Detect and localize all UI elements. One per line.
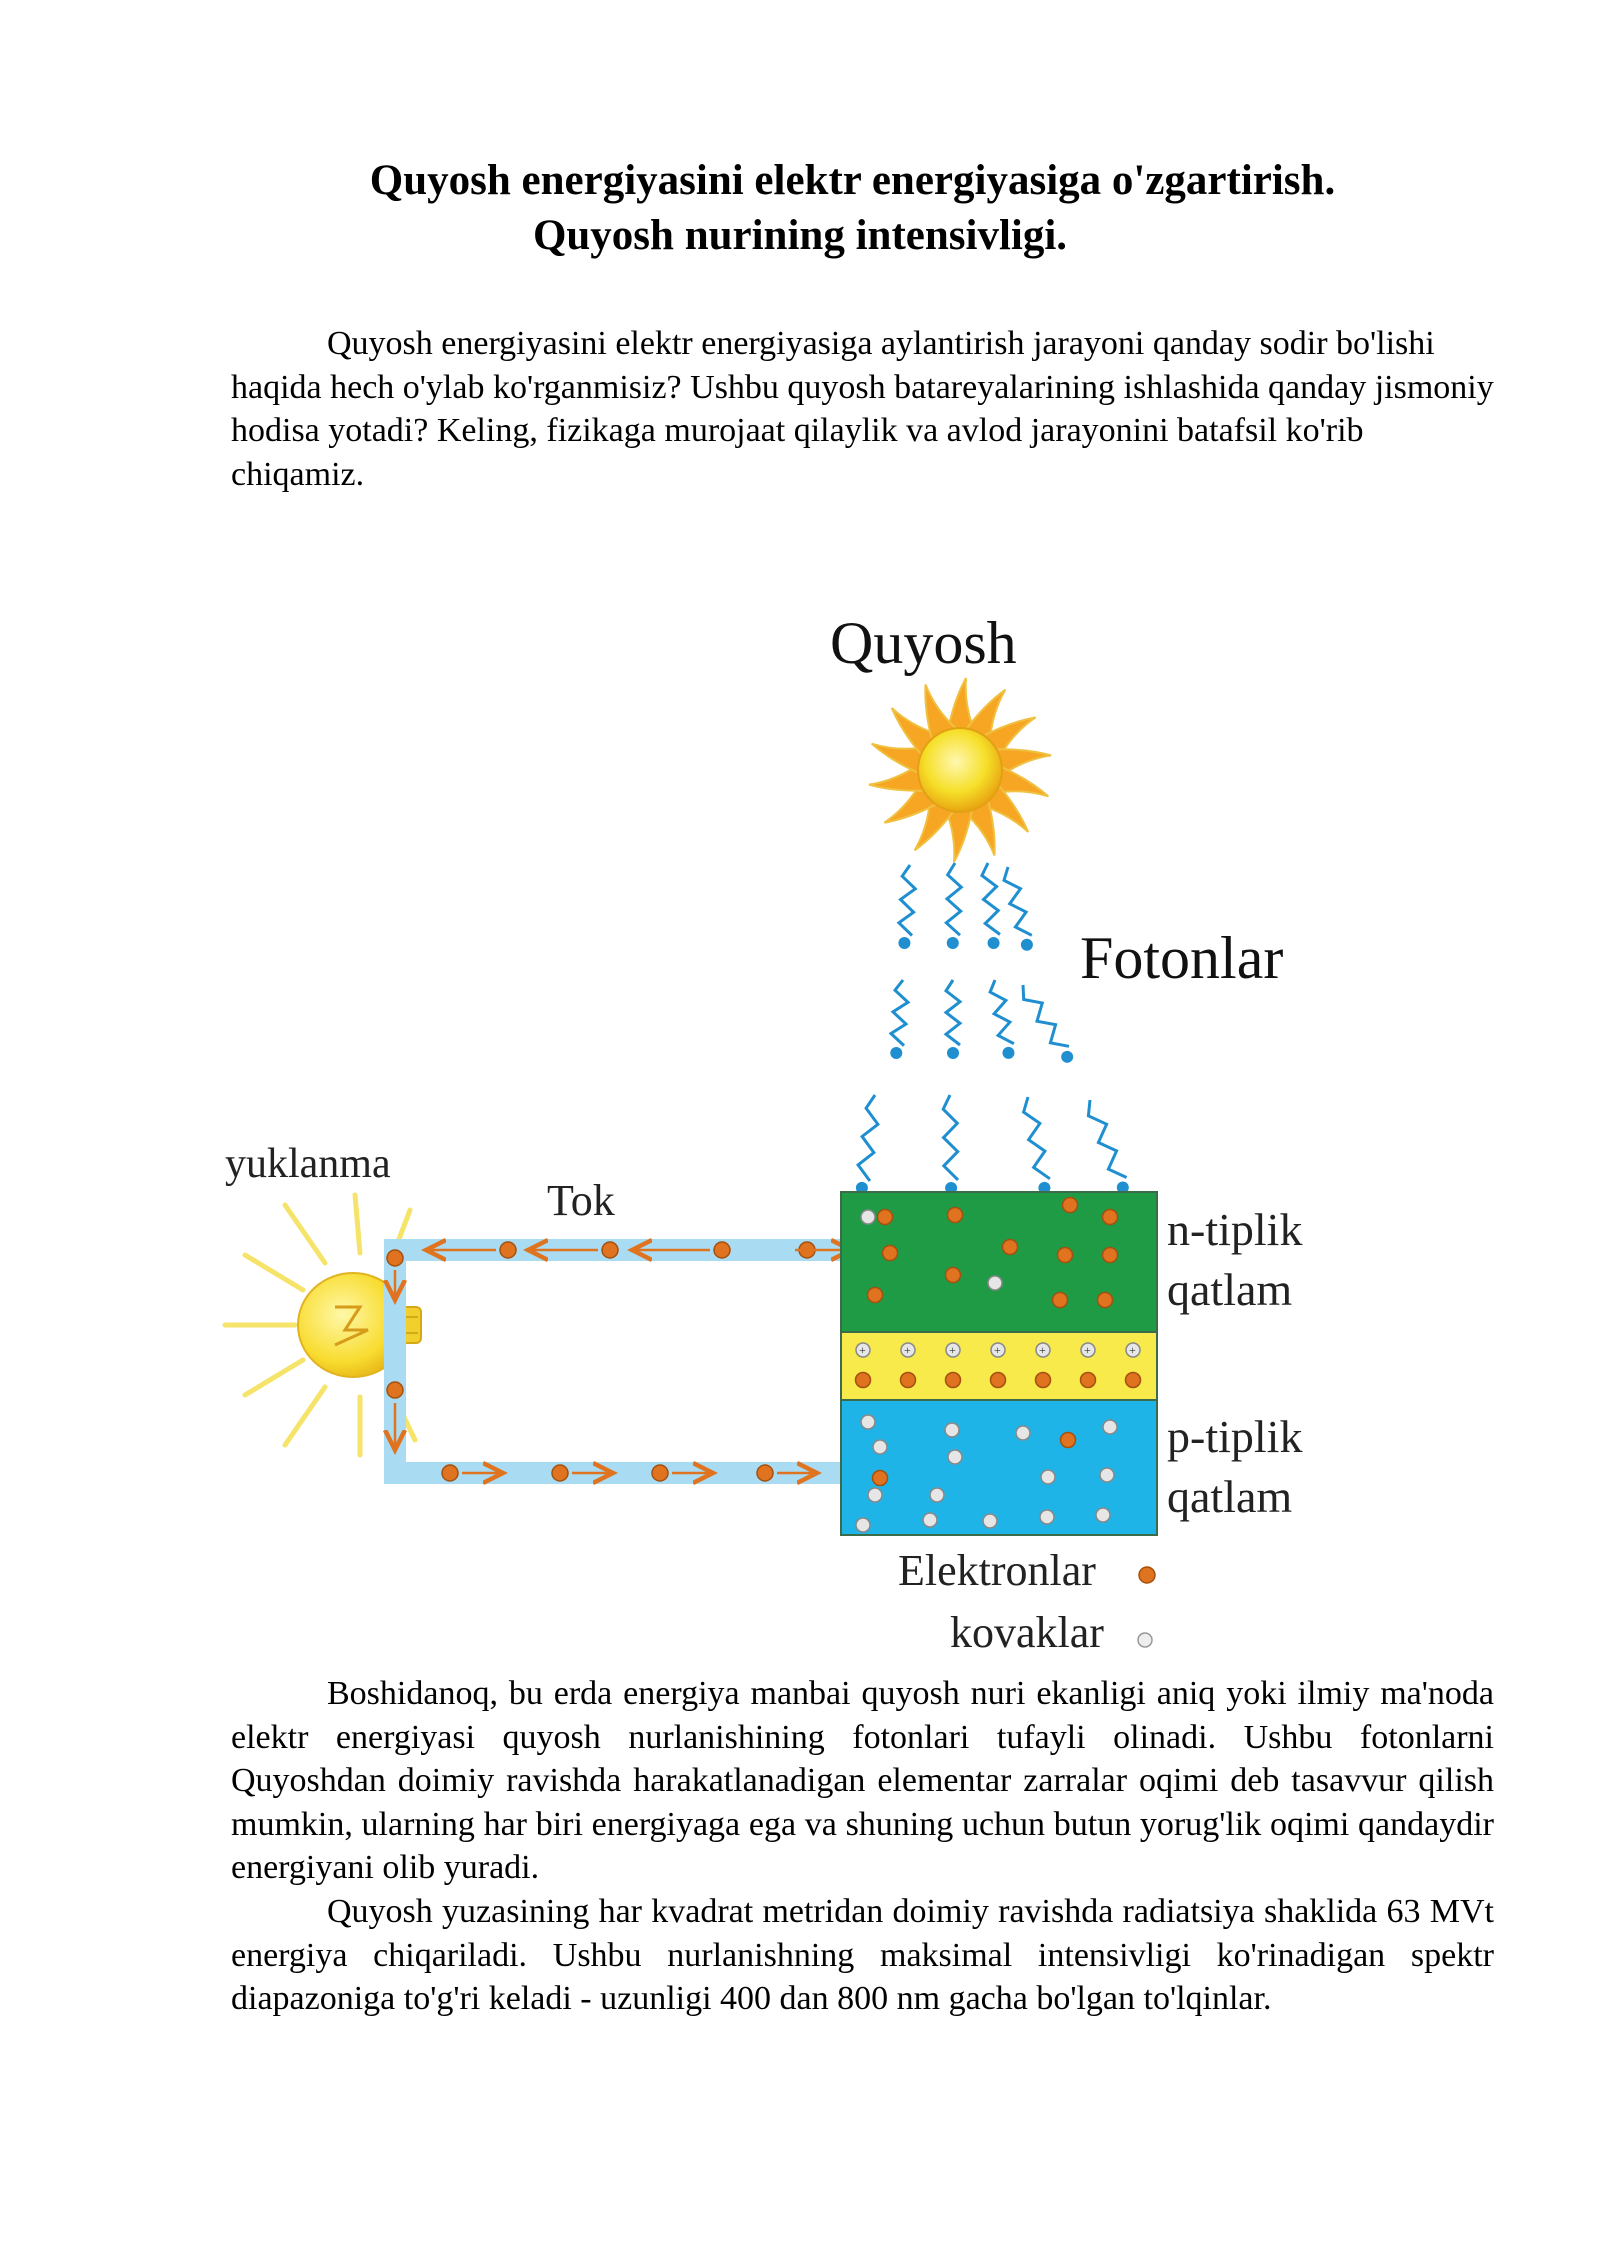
electron-dot [387,1250,403,1266]
plus-sign: + [949,1343,956,1357]
hole-dot [1016,1426,1030,1440]
electron-dot [948,1208,963,1223]
page-title-line2: Quyosh nurining intensivligi. [532,212,1068,259]
hole-legend-dot [1138,1633,1152,1647]
hole-dot [988,1276,1002,1290]
plus-sign: + [859,1343,866,1357]
p-layer-label-line2: qatlam [1167,1471,1293,1522]
photon-wave [982,863,1000,935]
electron-dot [946,1268,961,1283]
electron-dot [1003,1240,1018,1255]
electron-dot [500,1242,516,1258]
electron-dot [1126,1373,1141,1388]
photon-wave [899,865,915,936]
hole-dot [868,1488,882,1502]
electron-dot [873,1471,888,1486]
n-layer-label-line1: n-tiplik [1167,1204,1303,1255]
electron-dot [1061,1433,1076,1448]
hole-dot [1096,1508,1110,1522]
sun-ray [946,810,972,862]
solar-cell-diagram [185,595,1455,1675]
hole-dot [861,1210,875,1224]
photon-dot [947,937,959,949]
photon-dot [947,1047,959,1059]
current-label: Tok [547,1176,615,1225]
photon-dot [1061,1051,1073,1063]
hole-dot [861,1415,875,1429]
photon-wave [946,980,960,1045]
sun-icon [867,678,1053,862]
circuit-wire [395,1250,841,1473]
body-text-1: Boshidanoq, bu erda energiya manbai quyosh nuri ekanligi aniq yoki ilmiy ma'noda elektr energiyasi quyosh nurlanishining fotonlari tufayli olinadi. Ushbu fotonlarni Quyoshdan doimiy ravishda harakatlanadigan elementar zarralar oqimi deb tasavvur qilish mumkin, ularning har biri energiyaga ega va shuning uchun butun yorug'lik oqimi qandaydir energiyani olib yuradi. [231,1675,1494,1886]
photon-dot [1002,1047,1014,1059]
photon-wave [1023,985,1069,1046]
photon-wave [1004,867,1032,935]
electron-dot [1036,1373,1051,1388]
electron-dot [602,1242,618,1258]
electron-legend-dot [1139,1567,1155,1583]
load-label: yuklanma [225,1141,391,1187]
hole-dot [1100,1468,1114,1482]
electron-dot [878,1210,893,1225]
electron-dot [1058,1248,1073,1263]
current-flow-electrons [387,1242,851,1481]
photon-wave [943,1095,958,1180]
photon-wave [946,863,961,935]
intro-text: Quyosh energiyasini elektr energiyasiga aylantirish jarayoni qanday sodir bo'lishi haqida hech o'ylab ko'rganmisiz? Ushbu quyosh batareyalarining ishlashida qanday jismoniy hodisa yotadi? Keling, fizikaga murojaat qilaylik va avlod jarayonini batafsil ko'rib chiqamiz. [231,325,1494,493]
hole-dot [983,1514,997,1528]
photon-wave [891,980,908,1046]
body-paragraph-2 [231,1890,1494,2021]
p-layer-label-line1: p-tiplik [1167,1411,1303,1462]
n-layer-label-line2: qatlam [1167,1264,1293,1315]
electron-dot [552,1465,568,1481]
hole-dot [948,1450,962,1464]
photon-dot [890,1047,902,1059]
electron-dot [652,1465,668,1481]
electron-dot [387,1382,403,1398]
hole-dot [856,1518,870,1532]
electron-dot [1103,1248,1118,1263]
electron-dot [901,1373,916,1388]
plus-sign: + [994,1343,1001,1357]
electron-dot [714,1242,730,1258]
sun-label: Quyosh [830,610,1017,676]
body-text-2: Quyosh yuzasining har kvadrat metridan doimiy ravishda radiatsiya shaklida 63 MVt energiya chiqariladi. Ushbu nurlanishning maksimal intensivligi ko'rinadigan spektr diapazoniga to'g'ri keladi - uzunligi 400 dan 800 nm gacha bo'lgan to'lqinlar. [231,1893,1494,2017]
hole-dot [1040,1510,1054,1524]
photon-dot [898,937,910,949]
photon-wave [858,1095,878,1181]
photon-wave [1088,1100,1126,1178]
hole-dot [873,1440,887,1454]
electron-dot [856,1373,871,1388]
plus-sign: + [1039,1343,1046,1357]
electron-dot [1053,1293,1068,1308]
electron-dot [442,1465,458,1481]
plus-sign: + [904,1343,911,1357]
electron-dot [757,1465,773,1481]
electron-dot [868,1288,883,1303]
hole-dot [923,1513,937,1527]
electron-dot [883,1246,898,1261]
photon-wave [1024,1097,1050,1179]
intro-paragraph [231,322,1494,496]
hole-dot [1041,1470,1055,1484]
photon-dot [988,937,1000,949]
plus-sign: + [1084,1343,1091,1357]
sun-ray [948,678,974,730]
body-paragraph-1 [231,1672,1494,1890]
electron-dot [1063,1198,1078,1213]
electron-dot [1103,1210,1118,1225]
electrons-legend-label: Elektronlar [898,1546,1096,1595]
electron-dot [1098,1293,1113,1308]
plus-sign: + [1129,1343,1136,1357]
hole-dot [1103,1420,1117,1434]
hole-dot [930,1488,944,1502]
hole-dot [945,1423,959,1437]
electron-dot [946,1373,961,1388]
photon-wave [990,980,1014,1044]
holes-legend-label: kovaklar [950,1608,1104,1657]
photon-waves [856,863,1129,1194]
electron-dot [1081,1373,1096,1388]
electron-dot [991,1373,1006,1388]
photon-dot [1021,939,1033,951]
page-title-line1: Quyosh energiyasini elektr energiyasiga o'zgartirish. [369,157,1336,204]
photons-label: Fotonlar [1080,925,1284,991]
